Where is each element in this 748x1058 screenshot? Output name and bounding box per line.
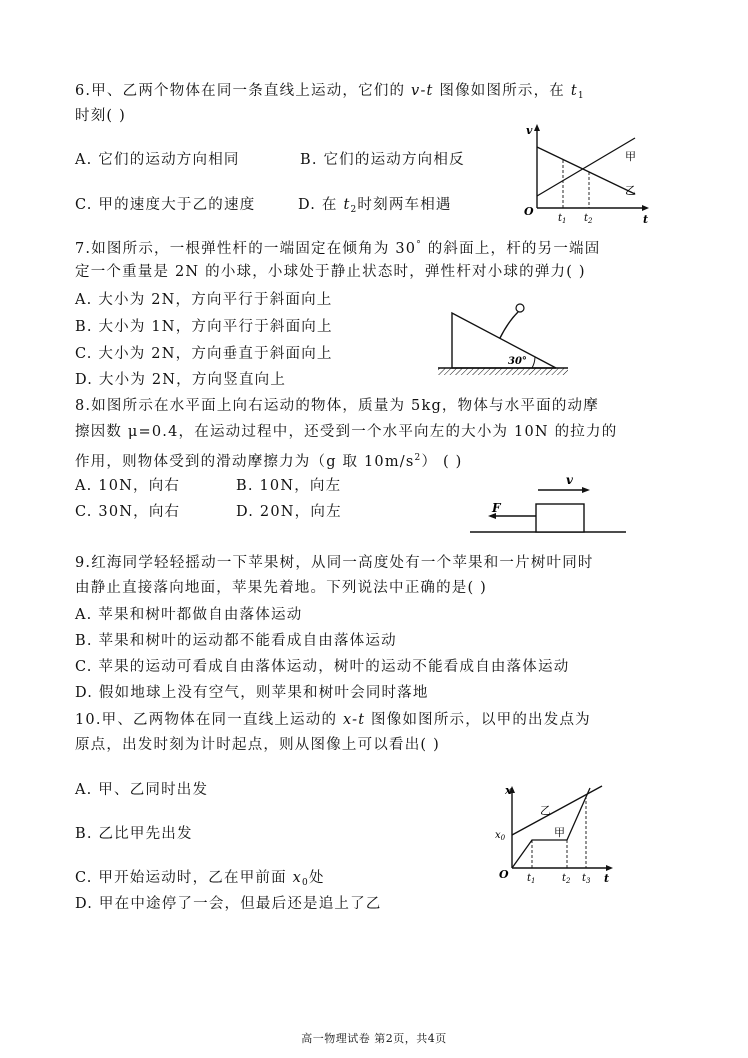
q8-option-c: C. 30N，向右 xyxy=(75,504,181,520)
q6-stem-a: 6.甲、乙两个物体在同一条直线上运动，它们的 xyxy=(75,83,406,99)
q9-stem-line1: 9.红海同学轻轻摇动一下苹果树，从同一高度处有一个苹果和一片树叶同时 xyxy=(75,555,594,571)
q8-stem-a: 作用，则物体受到的滑动摩擦力为（g 取 10m/s xyxy=(75,454,415,470)
q10-stem-line1 xyxy=(75,711,591,729)
q10-option-c-b: 处 xyxy=(308,870,325,886)
q10-option-d: D. 甲在中途停了一会，但最后还是追上了乙 xyxy=(75,896,382,912)
q10-t2-label: $t_2$ xyxy=(562,873,571,885)
q10-jia-label: 甲 xyxy=(554,826,565,839)
q10-option-b: B. 乙比甲先出发 xyxy=(75,826,193,842)
q7-incline-figure xyxy=(436,298,572,384)
q10-stem-a: 10.甲、乙两物体在同一直线上运动的 xyxy=(75,712,338,728)
q7-option-d: D. 大小为 2N，方向竖直向上 xyxy=(75,372,287,388)
q7-option-a: A. 大小为 2N，方向平行于斜面向上 xyxy=(75,292,333,308)
q6-stem-line2: 时刻( ) xyxy=(75,108,126,124)
q9-stem-line2: 由静止直接落向地面，苹果先着地。下列说法中正确的是( ) xyxy=(75,580,488,596)
q10-axis-x-label: x xyxy=(505,784,512,797)
q10-stem-var: x-t xyxy=(342,712,366,728)
q7-stem-line1 xyxy=(75,236,600,258)
q10-yi-label: 乙 xyxy=(540,804,551,817)
q9-option-c: C. 苹果的运动可看成自由落体运动，树叶的运动不能看成自由落体运动 xyxy=(75,659,570,675)
q10-x0-label: $x_0$ xyxy=(495,830,506,842)
q7-stem-deg: ° xyxy=(416,240,422,250)
q7-stem-b: 的斜面上，杆的另一端固 xyxy=(427,241,601,257)
q7-angle-label: 30° xyxy=(508,356,527,367)
q6-option-d-t: t xyxy=(343,197,351,213)
q6-vt-graph xyxy=(515,120,655,230)
q8-stem-b: ） ( ) xyxy=(421,454,463,470)
q8-stem-sup: 2 xyxy=(414,453,422,463)
q10-stem-b: 图像如图所示，以甲的出发点为 xyxy=(371,712,591,728)
q9-option-b: B. 苹果和树叶的运动都不能看成自由落体运动 xyxy=(75,633,397,649)
q7-option-b: B. 大小为 1N，方向平行于斜面向上 xyxy=(75,319,333,335)
q7-stem-line2: 定一个重量是 2N 的小球，小球处于静止状态时，弹性杆对小球的弹力( ) xyxy=(75,264,586,280)
q6-option-d-sub: 2 xyxy=(350,205,358,215)
q6-stem-var: v-t xyxy=(411,83,434,99)
q10-origin-label: O xyxy=(499,868,509,881)
q10-option-c-x: x xyxy=(292,870,302,886)
q6-t2-label: $t_2$ xyxy=(584,213,593,225)
q10-option-c-a: C. 甲开始运动时，乙在甲前面 xyxy=(75,870,287,886)
q10-option-a: A. 甲、乙同时出发 xyxy=(75,782,209,798)
q6-stem-t-sub: 1 xyxy=(577,91,585,101)
q10-t1-label: $t_1$ xyxy=(527,873,536,885)
q6-option-d xyxy=(298,196,452,219)
q10-stem-line2: 原点，出发时刻为计时起点，则从图像上可以看出( ) xyxy=(75,737,440,753)
q8-force-label: F xyxy=(492,501,501,515)
q8-option-b: B. 10N，向左 xyxy=(236,478,342,494)
q6-stem-t: t xyxy=(570,83,578,99)
q10-axis-t-label: t xyxy=(604,872,610,885)
q8-stem-line1: 8.如图所示在水平面上向右运动的物体，质量为 5kg，物体与水平面的动摩 xyxy=(75,398,599,414)
q6-option-a: A. 它们的运动方向相同 xyxy=(75,152,240,168)
q6-stem-line1 xyxy=(75,82,585,105)
q9-option-d: D. 假如地球上没有空气，则苹果和树叶会同时落地 xyxy=(75,685,429,701)
q10-option-c xyxy=(75,869,325,892)
q6-origin-label: O xyxy=(524,205,534,218)
q6-axis-t-label: t xyxy=(643,213,649,226)
q8-option-d: D. 20N，向左 xyxy=(236,504,342,520)
q6-option-c: C. 甲的速度大于乙的速度 xyxy=(75,197,256,213)
page-footer: 高一物理试卷 第2页，共4页 xyxy=(301,1032,447,1045)
q8-stem-line2: 擦因数 μ=0.4，在运动过程中，还受到一个水平向左的大小为 10N 的拉力的 xyxy=(75,424,618,440)
q6-option-d-b: 时刻两车相遇 xyxy=(357,197,452,213)
q6-jia-label: 甲 xyxy=(625,150,636,163)
q6-yi-label: 乙 xyxy=(625,184,636,197)
q6-option-d-a: D. 在 xyxy=(298,197,338,213)
q10-t3-label: $t_3$ xyxy=(582,873,591,885)
q9-option-a: A. 苹果和树叶都做自由落体运动 xyxy=(75,607,303,623)
q6-stem-b: 图像如图所示，在 xyxy=(439,83,565,99)
q10-option-c-sub: 0 xyxy=(302,878,309,888)
q8-stem-line3 xyxy=(75,449,463,471)
q10-xt-graph xyxy=(492,778,616,892)
q6-t1-label: $t_1$ xyxy=(558,213,567,225)
q8-velocity-label: v xyxy=(566,473,573,487)
q8-block-figure xyxy=(466,470,632,546)
q6-option-b: B. 它们的运动方向相反 xyxy=(300,152,465,168)
q8-option-a: A. 10N，向右 xyxy=(75,478,181,494)
q7-option-c: C. 大小为 2N，方向垂直于斜面向上 xyxy=(75,346,333,362)
q7-stem-a: 7.如图所示，一根弹性杆的一端固定在倾角为 30 xyxy=(75,241,417,257)
q6-axis-v-label: v xyxy=(526,124,533,137)
